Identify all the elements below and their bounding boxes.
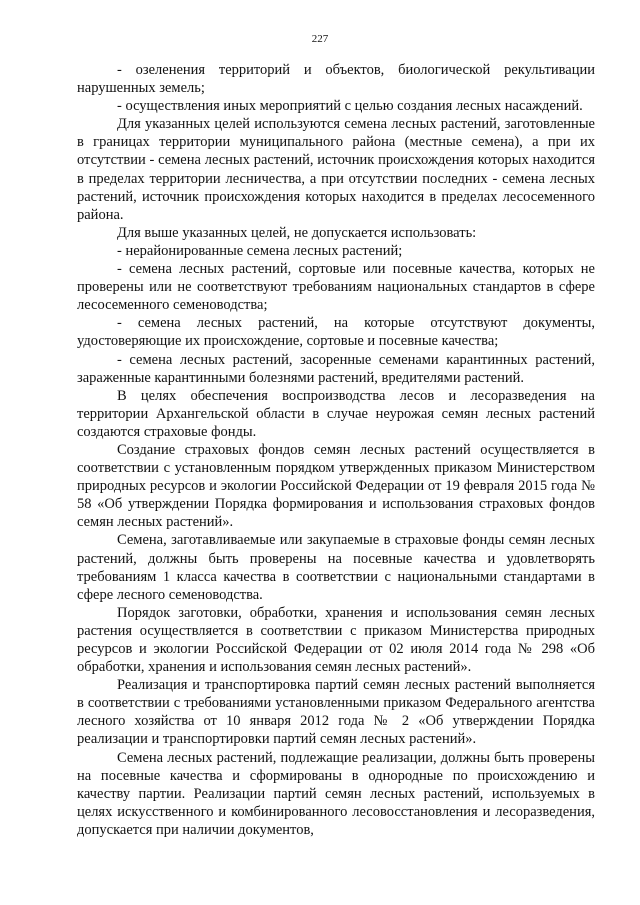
document-body: [77, 61, 595, 839]
paragraph: - семена лесных растений, на которые отсутствуют документы, удостоверяющие их происхождение, сортовые и посевные качества;: [77, 315, 595, 350]
paragraph: Реализация и транспортировка партий семян лесных растений выполняется в соответствии с требованиями установленными приказом Федерального агентства лесного хозяйства от 10 января 2012 года № 2 «Об утверждении Порядка реализации и транспортировки партий семян лесных растений».: [77, 677, 595, 748]
paragraph: Создание страховых фондов семян лесных растений осуществляется в соответствии с установленным порядком утвержденных приказом Министерством природных ресурсов и экологии Российской Федерации от 19 февраля 2015 года № 58 «Об утверждении Порядка формирования и использования страховых фондов семян лесных растений».: [77, 441, 595, 531]
paragraph: Для выше указанных целей, не допускается использовать:: [117, 224, 477, 241]
paragraph: - семена лесных растений, сортовые или посевные качества, которых не проверены или не соответствуют требованиям национальных стандартов в сфере лесосеменного семеноводства;: [77, 261, 595, 314]
paragraph: Для указанных целей используются семена лесных растений, заготовленные в границах территории муниципального района (местные семена), а при их отсутствии - семена лесных растений, источник происхождения которых находится в пределах территории лесничества, а при отсутствии последних - семена лесных растений, источник происхождения которых находится в пределах лесосеменного района.: [77, 116, 595, 223]
paragraph: - семена лесных растений, засоренные семенами карантинных растений, зараженные карантинными болезнями растений, вредителями растений.: [77, 351, 595, 386]
paragraph: В целях обеспечения воспроизводства лесов и лесоразведения на территории Архангельской области в случае неурожая семян лесных растений создаются страховые фонды.: [77, 387, 595, 440]
paragraph: Порядок заготовки, обработки, хранения и использования семян лесных растения осуществляется в соответствии с приказом Министерства природных ресурсов и экологии Российской Федерации от 02 июля 2014 года № 298 «Об обработки, хранения и использования семян лесных растений».: [77, 604, 595, 676]
paragraph: Семена лесных растений, подлежащие реализации, должны быть проверены на посевные качества и сформированы в однородные по происхождению и качеству партии. Реализации партий семян лесных растений, используемых в целях искусственного и комбинированного лесовосстановления и лесоразведения, допускается при наличии документов,: [77, 749, 595, 838]
paragraph: Семена, заготавливаемые или закупаемые в страховые фонды семян лесных растений, должны быть проверены на посевные качества и удовлетворять требованиям 1 класса качества в соответствии с национальными стандартами в сфере лесного семеноводства.: [77, 532, 595, 603]
page-number: 227: [311, 33, 329, 45]
paragraph: - осуществления иных мероприятий с целью создания лесных насаждений.: [117, 98, 583, 115]
paragraph: - нерайонированные семена лесных растений;: [117, 242, 403, 259]
paragraph: - озеленения территорий и объектов, биологической рекультивации нарушенных земель;: [77, 62, 595, 97]
